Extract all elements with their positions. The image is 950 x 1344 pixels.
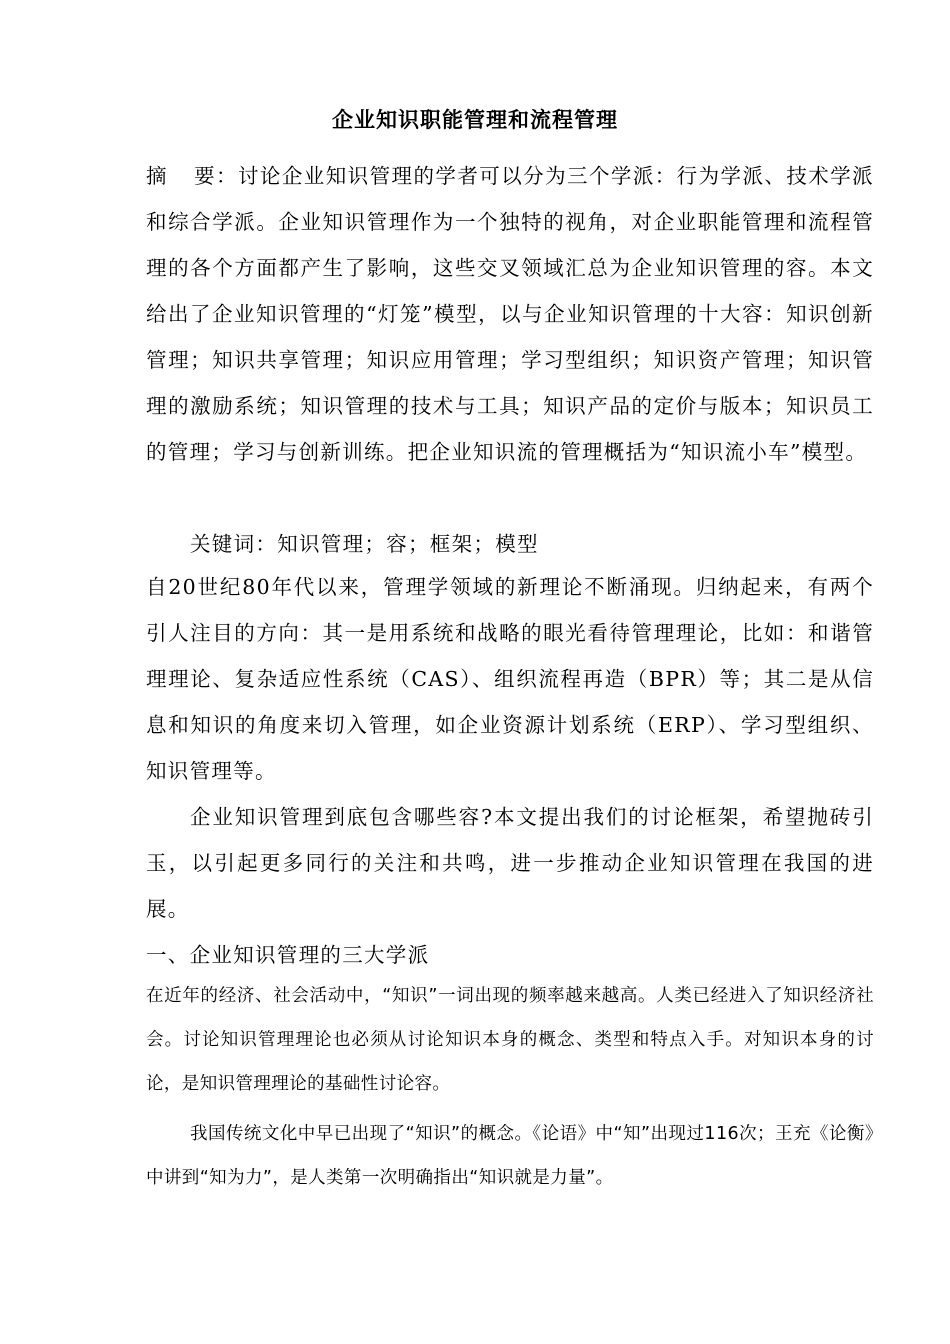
section-paragraph-knowledge-economy: 在近年的经济、社会活动中，“知识”一词出现的频率越来越高。人类已经进入了知识经济社会。讨论知识管理理论也必须从讨论知识本身的概念、类型和特点入手。对知识本身的讨论，是知识管理理论的基础性讨论容。 <box>146 986 874 1094</box>
document-title: 企业知识职能管理和流程管理 <box>332 107 618 132</box>
framework-paragraph: 企业知识管理到底包含哪些容?本文提出我们的讨论框架，希望抛砖引玉，以引起更多同行的关注和共鸣，进一步推动企业知识管理在我国的进展。 <box>146 805 874 921</box>
section-paragraph-traditional-culture: 我国传统文化中早已出现了“知识”的概念。《论语》中“知”出现过116次；王充《论衡》中讲到“知为力”，是人类第一次明确指出“知识就是力量”。 <box>146 1124 874 1188</box>
intro-paragraph: 自20世纪80年代以来，管理学领域的新理论不断涌现。归纳起来，有两个引人注目的方向：其一是用系统和战略的眼光看待管理理论，比如：和谐管理理论、复杂适应性系统（CAS）、组织流程再造（BPR）等；其二是从信息和知识的角度来切入管理，如企业资源计划系统（ERP）、学习型组织、知识管理等。 <box>146 575 874 783</box>
abstract-label-char2: 要： <box>193 164 238 188</box>
section-heading: 一、企业知识管理的三大学派 <box>146 943 430 967</box>
abstract-text: 讨论企业知识管理的学者可以分为三个学派：行为学派、技术学派和综合学派。企业知识管理作为一个独特的视角，对企业职能管理和流程管理的各个方面都产生了影响，这些交叉领域汇总为企业知识管理的容。本文给出了企业知识管理的“灯笼”模型，以与企业知识管理的十大容：知识创新管理；知识共享管理；知识应用管理；学习型组织；知识资产管理；知识管理的激励系统；知识管理的技术与工具；知识产品的定价与版本；知识员工的管理；学习与创新训练。把企业知识流的管理概括为“知识流小车”模型。 <box>146 164 874 464</box>
abstract-paragraph <box>146 153 874 475</box>
keywords-line: 关键词：知识管理；容；框架；模型 <box>190 532 539 556</box>
abstract-label-char1: 摘 <box>146 164 168 188</box>
